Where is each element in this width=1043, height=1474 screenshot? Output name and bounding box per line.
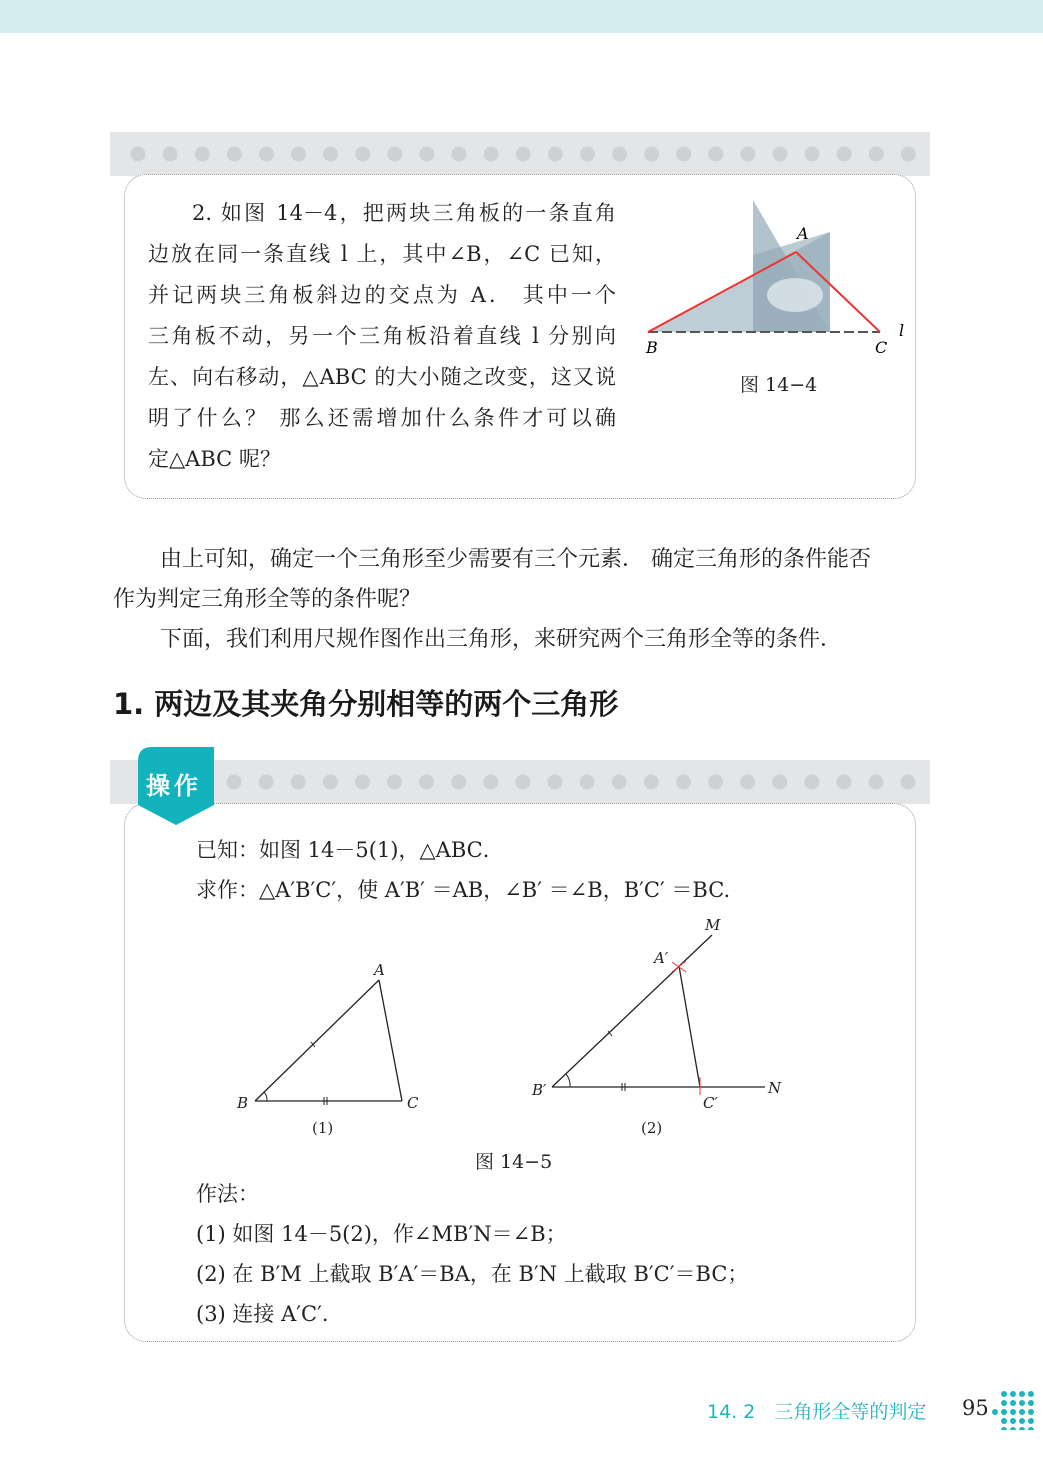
dot: [1028, 1418, 1034, 1424]
fig1-sublabel: (1): [312, 1119, 334, 1137]
binder-hole: [355, 147, 370, 162]
binder-hole: [195, 147, 210, 162]
fig2-label-C: C′: [703, 1094, 718, 1112]
binder-hole: [901, 147, 916, 162]
dot: [1019, 1400, 1025, 1406]
dot: [1001, 1427, 1007, 1430]
binder-hole: [419, 147, 434, 162]
binder-hole: [740, 775, 755, 790]
binder-hole: [580, 775, 595, 790]
dot: [1019, 1427, 1025, 1430]
top-band: [0, 0, 1043, 33]
dot: [1028, 1409, 1034, 1415]
fig2-sublabel: (2): [641, 1119, 663, 1137]
binder-hole: [708, 775, 723, 790]
binder-hole: [805, 147, 820, 162]
binder-hole: [452, 147, 467, 162]
problem-line: 边放在同一条直线 l 上，其中∠B，∠C 已知，: [148, 242, 616, 266]
dot: [1001, 1391, 1007, 1397]
figure-14-5: [220, 910, 820, 1140]
binder-hole: [483, 775, 498, 790]
binder-hole: [869, 775, 884, 790]
paragraph: 作为判定三角形全等的条件呢？: [113, 587, 422, 612]
binder-hole: [484, 147, 499, 162]
fig2-label-N: N: [768, 1079, 782, 1097]
section-heading: 1. 两边及其夹角分别相等的两个三角形: [113, 687, 619, 721]
label-B: B: [646, 338, 658, 357]
dot: [1019, 1409, 1025, 1415]
dot: [1028, 1391, 1034, 1397]
binder-hole: [740, 147, 755, 162]
paragraph: 由上可知，确定一个三角形至少需要有三个元素． 确定三角形的条件能否: [160, 547, 871, 572]
paragraph: 下面，我们利用尺规作图作出三角形，来研究两个三角形全等的条件．: [160, 627, 843, 652]
binder-holes: [110, 132, 930, 176]
dot: [1010, 1391, 1016, 1397]
dot: [1010, 1400, 1016, 1406]
binder-hole: [773, 147, 788, 162]
label-C: C: [875, 338, 888, 357]
fig1-label-A: A: [374, 961, 385, 979]
problem-line: 明了什么？ 那么还需增加什么条件才可以确: [148, 406, 616, 430]
binder-hole: [387, 775, 402, 790]
dot: [1010, 1427, 1016, 1430]
binder-hole: [355, 775, 370, 790]
figure-14-4-set-squares: [640, 195, 920, 365]
fig2-label-B: B′: [532, 1081, 547, 1099]
binder-hole: [291, 147, 306, 162]
binder-hole: [131, 147, 146, 162]
binder-hole: [515, 775, 530, 790]
binder-hole: [837, 147, 852, 162]
binder-hole: [323, 147, 338, 162]
problem-line: 并记两块三角板斜边的交点为 A． 其中一个: [148, 283, 616, 307]
page-number: 95: [962, 1396, 989, 1420]
binder-holes: [110, 760, 930, 804]
binder-hole: [451, 775, 466, 790]
binder-hole: [259, 147, 274, 162]
binder-hole: [676, 775, 691, 790]
binder-hole: [259, 775, 274, 790]
operation-tag-label: 操作: [146, 772, 202, 800]
dot: [1001, 1409, 1007, 1415]
binder-hole: [163, 147, 178, 162]
binder-hole: [548, 147, 563, 162]
binder-hole: [772, 775, 787, 790]
binder-hole: [516, 147, 531, 162]
binder-hole: [836, 775, 851, 790]
dot: [1028, 1400, 1034, 1406]
fig1-label-C: C: [407, 1094, 419, 1112]
binder-hole: [644, 775, 659, 790]
method-step: (2) 在 B′M 上截取 B′A′＝BA，在 B′N 上截取 B′C′＝BC；: [196, 1262, 749, 1286]
binder-hole: [644, 147, 659, 162]
binder-hole: [869, 147, 884, 162]
binder-strip: [110, 132, 930, 176]
binder-hole: [227, 775, 242, 790]
binder-hole: [612, 147, 627, 162]
method-step: (3) 连接 A′C′.: [196, 1302, 329, 1326]
fig1-label-B: B: [237, 1094, 249, 1112]
dot: [1028, 1427, 1034, 1430]
binder-hole: [676, 147, 691, 162]
binder-strip: [110, 760, 930, 804]
binder-hole: [708, 147, 723, 162]
problem-line: 左、向右移动，△ABC 的大小随之改变，这又说: [148, 365, 616, 389]
decorative-dots-icon: [992, 1388, 1043, 1430]
dot: [992, 1409, 998, 1415]
problem-line: 2. 如图 14－4，把两块三角板的一条直角: [192, 201, 616, 225]
figure-caption: 图 14−5: [475, 1151, 553, 1173]
dot: [1010, 1409, 1016, 1415]
method-step: (1) 如图 14－5(2)，作∠MB′N＝∠B；: [196, 1222, 567, 1246]
binder-hole: [323, 775, 338, 790]
binder-hole: [901, 775, 916, 790]
binder-hole: [227, 147, 242, 162]
binder-hole: [387, 147, 402, 162]
fig2-label-A: A′: [654, 949, 669, 967]
given-text: 已知：如图 14－5(1)，△ABC．: [196, 838, 504, 862]
label-l: l: [899, 321, 905, 340]
problem-line: 三角板不动，另一个三角板沿着直线 l 分别向: [148, 324, 616, 348]
binder-hole: [612, 775, 627, 790]
dot: [1010, 1418, 1016, 1424]
dot: [1001, 1400, 1007, 1406]
dot: [1001, 1418, 1007, 1424]
dot: [1019, 1391, 1025, 1397]
construct-text: 求作：△A′B′C′，使 A′B′ ＝AB，∠B′ ＝∠B，B′C′ ＝BC.: [196, 878, 731, 902]
footer-section-title: 14. 2 三角形全等的判定: [707, 1401, 927, 1423]
label-A: A: [797, 224, 809, 243]
dot: [1019, 1418, 1025, 1424]
binder-hole: [419, 775, 434, 790]
fig2-label-M: M: [705, 916, 721, 934]
problem-line: 定△ABC 呢？: [148, 447, 281, 471]
figure-caption: 图 14−4: [740, 374, 818, 396]
binder-hole: [291, 775, 306, 790]
binder-hole: [580, 147, 595, 162]
binder-hole: [548, 775, 563, 790]
method-title: 作法：: [196, 1182, 259, 1206]
binder-hole: [804, 775, 819, 790]
